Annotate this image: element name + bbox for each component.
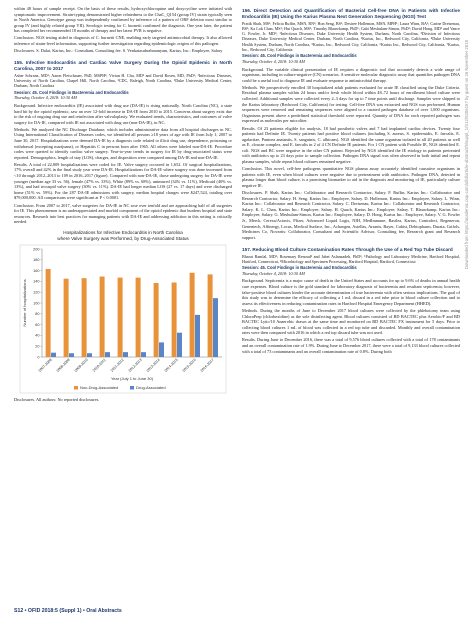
- x-tick-label: 2010-2011: [91, 357, 107, 373]
- x-tick-label: 2007-2008: [37, 357, 53, 373]
- abstract-156-results: Results. Of 23 patients eligible for analysis, 18 had prosthetic valves and 7 had implanted cardiac devices. Twenty four patients had Definite IE. Twenty patients had positive blood cultures (including S. aureus, S. epidermidis, E. faecalis, E. agalactiae, Pantoea anatantis, S. sanguinis, C. albicans). NGS identified the same organism isolated in all 20 patients as well as E. cloacae complex, and E. faecalis in 2 of 4 CN Definite IE patients. For 1 CN patient with Possible IE, NGS identified E. coli. NGS and BC were negative in the other CN patient. Rejected by NGS identified the IE etiology in patients pretreated with antibiotics up to 23 days prior to sample collection. Pathogen DNA signal was often observed in both initial and repeat plasma samples, while repeat blood cultures remained negative.: [242, 125, 460, 165]
- x-tick-label: 2009-2010: [73, 357, 89, 373]
- x-tick-label: 2011-2012: [109, 357, 125, 373]
- bar-drug-2014-2015: [177, 333, 182, 357]
- y-tick-label: 160: [33, 268, 40, 273]
- bar-drug-2011-2012: [123, 352, 128, 357]
- bar-drug-2010-2011: [105, 352, 110, 357]
- x-tick-label: 2015-2016: [181, 357, 197, 373]
- y-tick-label: 60: [35, 322, 40, 327]
- x-tick-label: 2014-2015: [163, 357, 179, 373]
- bar-non-drug-2012-2013: [136, 278, 141, 357]
- bar-non-drug-2013-2014: [154, 283, 159, 357]
- abstract-154-continuation: within 48 hours of sample receipt. On the basis of these results, hydroxychloroquine and doxycycline were initiated with symptomatic improvement. Strain-typing demonstrated higher relatedness to the ChaC_Q154 (group IV) strain typically seen in North America. Genotype group was independently confirmed by inference of a pattern of ORF deletion most similar to group IV (and highly related group VII). Serologic testing for C. burnetii confirmed the diagnosis. One year later, the patient has completed her recommended 18 months of therapy and her latest PVR is negative.: [14, 6, 232, 34]
- abstract-155-date: Thursday, October 4, 2018: 10:30 AM: [14, 95, 77, 101]
- abstract-155-authors: Asher Schranz, MD¹; Aaron Fleischauer, PhD, MSPH²; Vivian H. Chu, MD³ and David Rosen, MD, PhD¹; ¹Infectious Diseases, University of North Carolina, Chapel Hill, North Carolina, ²CDC, Raleigh, North Carolina, ³Duke University Medical Center, Durham, North Carolina: [14, 72, 232, 89]
- download-watermark-text: Downloaded from https://academic.oup.com/ofid/article-abstract/5/suppl_1/S12/5206157 by guest on 26 November 2018: [464, 40, 469, 270]
- abstract-156-authors: Pratik Shah, MS¹; Felicia Ruffin, MSN, RN²; Hon Seng, BS¹; Desiree Hollemon, MSN, MPH¹; Laura Winn, BA¹; Carine Dreisenau, BS¹; Ka Lok Chan, MS¹; Hui Quach, MS¹; Timothy Blauwkamp, PhD¹; Gabi Meshulam-Simon, PhD¹; David Hong, MD¹ and Vance G. Fowler, Jr. MD²; ¹Infectious Diseases, Duke University Health System, Durham, North Carolina, ²Division of Infectious Diseases, Duke University Medical Center, Durham, North Carolina, ³Karius, Inc., Redwood City, California, ⁴Duke University Health System, Durham, North Carolina, ⁵Karius, Inc., Redwood City, California, ⁶Karius Inc., Redwood City, California, ⁷Karius, Inc., Redwood City, California: [242, 20, 460, 53]
- chart-title-line-1: Hospitalizations for Infective Endocarditis in North Carolina: [63, 229, 183, 235]
- abstract-155-disclosures: Disclosures. All authors: No reported disclosures.: [14, 396, 100, 402]
- legend-swatch-non-drug: [74, 386, 78, 390]
- x-tick-label: 2013-2014: [145, 357, 161, 373]
- download-watermark: [464, 40, 472, 560]
- abstract-155-title: 155. Infective Endocarditis and Cardiac Valve Surgery During the Opioid Epidemic in North Carolina, 2007 to 2017: [14, 60, 232, 72]
- y-tick-label: 0: [37, 355, 40, 360]
- bar-non-drug-2016-2017: [208, 274, 213, 357]
- bar-chart-svg: [14, 227, 232, 397]
- bar-drug-2007-2008: [51, 353, 56, 357]
- y-tick-label: 180: [33, 257, 40, 262]
- abstract-156-date: Thursday, October 4, 2018: 10:30 AM: [242, 58, 305, 64]
- abstract-156-background: Background. The variable clinical presentation of IE requires a diagnostic tool that accurately detects a wide range of organisms, including in culture-negative (CN) scenarios. A sensitive molecular diagnostic assay that quantifies pathogen DNA could be a useful tool to diagnose IE and evaluate response to antimicrobial therapy.: [242, 66, 460, 83]
- abstract-156-title: 156. Direct Detection and Quantification of Bacterial Cell-free DNA in Patients with Infective Endocarditis (IE) Using the Karius Plasma Next Generation Sequencing (NGS) Test: [242, 8, 460, 19]
- abstract-157-date: Thursday, October 4, 2018: 10:30 AM: [242, 270, 305, 276]
- abstract-157-title: 157. Reducing Blood Culture Contamination Rates Through the Use of a Red Top Tube Discard: [242, 246, 453, 252]
- x-axis-label: Year (July 1 to June 30): [110, 375, 154, 381]
- abstract-156-methods: Methods. We prospectively enrolled 30 hospitalized adult patients evaluated for acute IE classified using the Duke Criteria. Residual plasma samples within 24 hours and/or fresh whole blood within 48–72 hours of enrollment blood culture were collected. Additional samples were collected every 2–3 days for up to 7 time points until discharge. Samples were shipped to the Karius laboratory (Redwood City, California) for testing. Cell-free DNA was extracted and NGS was performed. Human sequences were removed and remaining sequences were aligned to a curated pathogen database of over 1,000 organisms. Organisms present above a predefined statistical threshold were reported. Quantity of DNA for each reported pathogen was expressed as molecules per microliter.: [242, 84, 460, 124]
- surgery-chart: [14, 227, 232, 397]
- x-tick-label: 2012-2013: [127, 357, 143, 373]
- abstract-155-background: Background. Infective endocarditis (IE) associated with drug use (DA-IE) is rising nationally. North Carolina (NC), a state hard hit by the opioid epidemic, saw an over 12-fold increase in DA-IE from 2010 to 2015. Concerns about surgery exist due to the risk of ongoing drug use and reinfection after valvuloplasty. We evaluated trends, characteristics, and outcomes of valve surgery for DA-IE, compared with IE not associated with drug use (non-DA-IE), in NC.: [14, 102, 232, 125]
- x-tick-label: 2008-2009: [55, 357, 71, 373]
- abstract-157-session: Session: 45. Cool Findings in Bacteremia and Endocarditis: [242, 265, 357, 271]
- abstract-154-disclosures: Disclosures. S. Dalai, Karius, Inc.: Consultant, Consulting fee. S. Venkatasubrahmanyam, Karius, Inc.: Employee, Salary: [14, 48, 223, 54]
- bar-drug-2009-2010: [87, 353, 92, 357]
- bar-non-drug-2014-2015: [172, 282, 177, 357]
- x-tick-label: 2016-2017: [199, 357, 215, 373]
- bar-non-drug-2010-2011: [100, 276, 105, 356]
- y-tick-label: 40: [35, 333, 40, 338]
- abstract-157-authors: Bharat Ramlal, MD¹; Rosemary Renoud² and Jabet Aslanzadeh, PhD³; ¹Pathology and Laboratory Medicine, Hartford Hospital, Hartford, Connecticut, ²Microbiology and Specimen Processing, Hartford Hospital, Hartford, Connecticut: [242, 253, 460, 264]
- abstract-155-results: Results. A total of 22,809 hospitalizations were coded for IE. Valve surgery occurred in 1,652. Of surgical hospitalizations, 17% overall and 42% in the final study year were DA-IE. Hospitalizations for DA-IE where surgery was done increased from <10 through 2012–2013 to 109 in 2016–2017 (figure). Compared with non-DA-IE, those undergoing surgery for DA-IE were younger (median age 33 vs. 56), female (47% vs. 33%), White (89% vs. 68%), uninsured (34% vs. 11%), Medicaid (40% vs. 13%), and had tricuspid valve surgery (30% vs. 11%). DA-IE had longer median LOS (27 vs. 17 days) and were discharged home (51% vs. 59%). For the 287 DA-IE admissions with surgery, median hospital charges were $247,524, totaling over $79,000,000. All comparisons were significant at P < 0.0001.: [14, 161, 232, 201]
- y-tick-label: 80: [35, 311, 40, 316]
- abstract-157-methods: Methods. During the months of June to December 2017 blood cultures were collected by the phlebotomy team using ChloraPrep (chlorhexidine) as the sole disinfecting agent. Blood cultures consisted of BD BACTEC plus Aerobic/F and BD BACTEC Lytic/10 Anaerobic drawn at the same time and monitored on BD BACTEC FX instrument for 5 days. Prior to collecting blood cultures 1 mL of blood was collected in a red top tube and discarded. Monthly and overall contamination rates were then compared with 2016 in which a red top discard tube was not used.: [242, 307, 460, 336]
- bar-non-drug-2011-2012: [118, 278, 123, 357]
- abstract-157-results: Results. During June to December 2016, there was a total of 9,576 blood cultures collected with a total of 178 contaminants and an overall contamination rate of 1.9%. During June to December 2017, there were a total of 9,133 blood cultures collected with a total of 73 contaminants and an overall contamination rate of 0.8%. During both: [242, 337, 460, 354]
- y-axis-label: Number of hospitalizations: [22, 279, 27, 327]
- y-tick-label: 20: [35, 344, 40, 349]
- y-tick-label: 120: [33, 290, 40, 295]
- legend-label-non-drug: Non-Drug-Associated: [80, 384, 119, 390]
- abstract-155-conclusion: Conclusion. From 2007 to 2017, valve surgeries for DA-IE in NC rose over tenfold and are approaching half of all surgeries for IE. This phenomenon is an underappreciated and morbid component of the opioid epidemic that burdens hospital and state resources. Research into best practices for managing patients with DA-IE and addressing addiction in this setting is critically needed.: [14, 202, 232, 225]
- bar-drug-2013-2014: [159, 342, 164, 357]
- page-footer: S12 • OFID 2018:5 (Suppl 1) • Oral Abstracts: [14, 608, 122, 614]
- abstract-156-session: Session: 45. Cool Findings in Bacteremia and Endocarditis: [242, 53, 357, 59]
- bar-drug-2012-2013: [141, 352, 146, 357]
- legend-swatch-drug: [130, 386, 134, 390]
- abstract-156-conclusion: Conclusion. This novel, cell-free pathogens quantitative NGS plasma assay accurately identified causative organisms in patients with IE, even when blood cultures were negative due to pretreatment with antibiotics. Pathogen DNA, detected in plasma longer than blood culture, is a promising biomarker to aid in the diagnosis and monitoring of IE, particularly culture negative IE.: [242, 166, 460, 188]
- bar-drug-2008-2009: [69, 353, 74, 357]
- abstract-154-conclusion: Conclusion. NGS testing aided in diagnosis of C. burnetii CNE, enabling early targeted antimicrobial therapy. It also allowed inference of strain-level information, supporting further investigation regarding epidemiologic origins of this pathogen.: [14, 35, 232, 47]
- chart-title-line-2: where Valve Surgery was Performed, by Drug-Associated Status: [57, 235, 189, 241]
- bar-non-drug-2015-2016: [190, 273, 195, 357]
- right-column: [242, 6, 460, 356]
- abstract-157-background: Background. Septicemia is a major cause of death in the United States and accounts for up to 9.6% of deaths in annual health care expenses. Blood culture is the gold standard for laboratory diagnosis of bacteremia and resultant septicemia; however, false-positive blood cultures hinder the accurate determination of true bacteremia with often serious implications. The goal of this study was to determine the efficacy of collecting a 1 mL discard in a red tube prior to blood culture collection and to assess its effectiveness in reducing contamination rates in Hartford Hospital Emergency Department (HHED).: [242, 278, 460, 306]
- bar-drug-2015-2016: [195, 315, 200, 357]
- bar-non-drug-2008-2009: [64, 279, 69, 357]
- abstract-155-session: Session: 45. Cool Findings in Bacteremia and Endocarditis: [14, 89, 129, 95]
- abstract-155-methods: Methods. We analyzed the NC Discharge Database, which includes administrative data from all hospital discharges in NC. Using International Classification of Diseases codes, we identified all persons ≥18 years of age with IE from July 1, 2007 to June 30, 2017. Hospitalizations were deemed DA-IE by a diagnosis code related to illicit drug use, dependence, poisoning or withdrawal (excepting marijuana), or Hepatitis C in persons born after 1965. All others were labeled non-DA-IE. Procedure codes were queried to identify cardiac valve surgery. Year-to-year trends in surgery for IE by drug-associated status were reported. Demographics, length of stay (LOS), charges, and disposition were compared among DA-IE and non-DA-IE.: [14, 126, 232, 160]
- y-tick-label: 140: [33, 279, 40, 284]
- bar-non-drug-2009-2010: [82, 278, 87, 357]
- abstract-156-disclosures: Disclosures. P. Shah, Karius Inc.: Collaborator and Research Contractor, Salary. F. Ruffin, Karius Inc.: Collaborator and Research Contractor, Salary. H. Seng, Karius Inc.: Employee, Salary. D. Hollemon, Karius Inc.: Employee, Salary. L. Winn, Karius Inc.: Collaborator and Research Contractor, Salary. C. Dreisenau, Karius Inc.: Collaborator and Research Contractor, Salary. K. L. Chan, Karius Inc.: Employee, Salary. H. Quach, Karius Inc.: Employee, Salary. T. Blauwkamp, Karius Inc.: Employee, Salary. G. Meshulam-Simon, Karius Inc.: Employee, Salary. D. Hong, Karius Inc.: Employee, Salary. V. G. Fowler Jr., Merck, Cerexa/Actavis, Pfizer, Advanced Liquid Logis, NIH, MedImmune, Basilea, Karius, Contrafect, Regeneron, Genentech, Affinergy, Locus, Medical Surface, Inc., Achaogen, Astellas, Arsanis, Bayer, Cubist, Debiopharm, Durata, Grifols, Medicines Co, Novartis: Collaborator, Consultant and Scientific Advisor, Consulting fee, Research grant and Research support.: [242, 190, 460, 240]
- bar-drug-2016-2017: [213, 298, 218, 357]
- y-tick-label: 100: [33, 301, 40, 306]
- y-tick-label: 200: [33, 247, 40, 252]
- legend-label-drug: Drug-Associated: [136, 384, 166, 390]
- bar-non-drug-2007-2008: [46, 269, 51, 357]
- left-column: [14, 6, 232, 404]
